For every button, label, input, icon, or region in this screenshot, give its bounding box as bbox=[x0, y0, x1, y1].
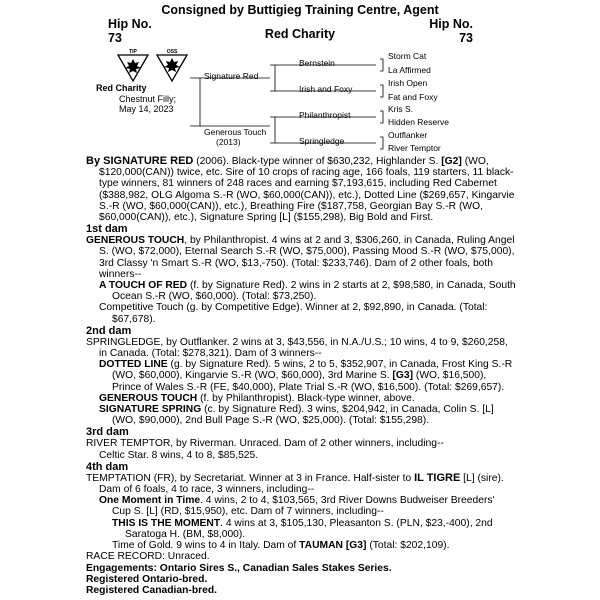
pedigree-dss: Kris S. bbox=[388, 104, 414, 114]
foal-text: (c. by Signature Red). 3 wins, $204,942, in Canada, Colin S. [L] (WO, $90,000), 2nd Bull Page S.-R (WO, $25,000). (Total: $155,298). bbox=[112, 404, 494, 427]
foal-name: THIS IS THE MOMENT bbox=[112, 517, 221, 529]
foal-text: (g. by Signature Red). 5 wins, 2 to 5, $352,907, in Canada, Frost King S.-R (WO, $60,000), Kingarvie S.-R (WO, $60,000), 3rd Marine S. bbox=[112, 359, 513, 382]
foal-name: SIGNATURE SPRING bbox=[99, 404, 202, 416]
foal-text: Time of Gold. 9 wins to 4 in Italy. Dam of bbox=[112, 540, 300, 552]
tip-logo-icon bbox=[118, 49, 148, 81]
horse-info-foaled: May 14, 2023 bbox=[119, 104, 174, 114]
foal-text-2: (WO, $16,500), Prince of Wales S.-R (FE, $40,000), Plate Trial S.-R (WO, $16,500). (Total: $269,657). bbox=[112, 370, 505, 393]
first-dam-name: GENEROUS TOUCH bbox=[86, 235, 185, 247]
tip-caption: TIP bbox=[129, 49, 137, 55]
sire-lead: By SIGNATURE RED bbox=[86, 155, 194, 167]
pedigree-dam-dam: Springledge bbox=[299, 136, 345, 146]
pedigree-sds: Irish Open bbox=[388, 78, 428, 88]
pedigree-sire-sire: Bernstein bbox=[299, 58, 335, 68]
pedigree-sdd: Fat and Foxy bbox=[388, 92, 438, 102]
pedigree-dam: Generous Touch bbox=[204, 127, 267, 137]
sire-text-1: (2006). Black-type winner of $630,232, Highlander S. bbox=[193, 156, 442, 167]
hip-number: 73 bbox=[108, 31, 122, 45]
page-title: Red Charity bbox=[264, 27, 336, 41]
horse-info-desc: Chestnut Filly; bbox=[119, 93, 177, 104]
foal-text: (f. by Signature Red). 2 wins in 2 starts at 2, $98,580, in Canada, South Ocean S.-R (WO, $60,000). (Total: $73,250). bbox=[112, 280, 516, 303]
sire-grade: [G2] bbox=[441, 156, 462, 167]
consignor-line: Consigned by Buttigieg Training Centre, Agent bbox=[161, 3, 439, 17]
second-dam-heading: 2nd dam bbox=[86, 324, 132, 337]
engagements: Engagements: Ontario Sires S., Canadian Sales Stakes Series. bbox=[86, 562, 392, 574]
foal-name: A TOUCH OF RED bbox=[99, 280, 188, 292]
foal-grade: [G3] bbox=[343, 540, 367, 552]
second-dam-foal-1 bbox=[86, 359, 516, 393]
pedigree-dsd: Hidden Reserve bbox=[388, 117, 449, 127]
oss-logo-icon bbox=[157, 49, 187, 81]
fourth-dam-heading: 4th dam bbox=[86, 460, 129, 473]
fourth-dam-granddaughter-1 bbox=[86, 518, 516, 540]
fourth-dam-text-b: [L] (sire). Dam of 6 foals, 4 to race, 3 winners, including-- bbox=[99, 472, 504, 496]
fourth-dam-foal-1 bbox=[86, 495, 516, 517]
first-dam-paragraph bbox=[86, 235, 516, 280]
foal-text-2: (Total: $202,109). bbox=[366, 540, 450, 552]
registration-ontario: Registered Ontario-bred. bbox=[86, 573, 208, 585]
fourth-dam-text-a: TEMPTATION (FR), by Secretariat. Winner at 3 in France. Half-sister to bbox=[86, 472, 415, 484]
catalogue-body bbox=[86, 156, 516, 596]
foal-name: TAUMAN bbox=[299, 540, 343, 552]
pedigree-sire-dam: Irish and Foxy bbox=[299, 84, 353, 94]
registration-canadian: Registered Canadian-bred. bbox=[86, 584, 218, 596]
first-dam-text: , by Philanthropist. 4 wins at 2 and 3, $306,260, in Canada, Ruling Angel S. (WO, $72,000), Eternal Search S.-R (WO, $75,000), Passing Mood S.-R (WO, $75,000), 3rd Classy 'n Smart S.-R (WO, $13,-750). (Total: $233,746). Dam of 2 other foals, both winners-- bbox=[99, 235, 515, 280]
pedigree-ddd: River Temptor bbox=[388, 143, 441, 153]
hip-number: 73 bbox=[459, 31, 473, 45]
foal-text: . 4 wins, 2 to 4, $103,565, 3rd River Downs Budweiser Breeders' Cup S. [L] (RD, $15,950), etc. Dam of 7 winners, including-- bbox=[112, 495, 495, 518]
third-dam-foal-1: Celtic Star. 8 wins, 4 to 8, $85,525. bbox=[99, 449, 259, 461]
il-tigre: IL TIGRE bbox=[414, 471, 461, 484]
foal-text: . 4 wins at 3, $105,130, Pleasanton S. (PLN, $23,-400), 2nd Saratoga H. (BM, $8,000). bbox=[125, 517, 493, 540]
pedigree-dam-sire: Philanthropist bbox=[299, 110, 351, 120]
foal-grade: [G3] bbox=[392, 370, 414, 382]
third-dam-heading: 3rd dam bbox=[86, 426, 129, 439]
sire-text-2: (WO, $120,000(CAN)) twice, etc. Sire of 10 crops of racing age, 166 foals, 119 starters, 11 black-type winners, 81 winners of 248 races and earning $7,193,615, including Red Cabernet ($388,982, OLG Algoma S.-R (WO, $60,000(CAN)), etc.), Dotted Line ($269,657, Kingarvie S.-R (WO, $60,000(CAN)), etc.), Breathing Fire ($187,758, Georgian Bay S.-R (WO, $60,000(CAN)), etc.), Signature Spring [L] ($155,298), Big Bold and First. bbox=[99, 156, 515, 224]
fourth-dam-granddaughter-2 bbox=[86, 540, 516, 551]
pedigree-dam-year: (2013) bbox=[216, 137, 241, 147]
horse-info-name: Red Charity bbox=[96, 83, 147, 93]
hip-label: Hip No. bbox=[108, 17, 152, 31]
hip-label: Hip No. bbox=[429, 17, 473, 31]
pedigree-chart bbox=[190, 45, 490, 155]
sire-paragraph bbox=[86, 156, 516, 223]
foal-text: (f. by Philanthropist). Black-type winner, above. bbox=[197, 392, 415, 404]
pedigree-dds: Outflanker bbox=[388, 130, 428, 140]
race-record: RACE RECORD: Unraced. bbox=[86, 551, 210, 563]
pedigree-sss: Storm Cat bbox=[388, 51, 427, 61]
second-dam-foal-3 bbox=[86, 404, 516, 426]
program-logos-svg bbox=[116, 47, 190, 87]
second-dam-paragraph: SPRINGLEDGE, by Outflanker. 2 wins at 3, $43,556, in N.A./U.S.; 10 wins, 4 to 9, $260,258, in Canada. (Total: $278,321). Dam of 3 winners-- bbox=[86, 336, 508, 360]
fourth-dam-paragraph bbox=[86, 473, 516, 495]
foal-name: One Moment in Time bbox=[99, 495, 201, 507]
second-dam-foal-2 bbox=[86, 393, 516, 404]
first-dam-foal-1 bbox=[86, 280, 516, 302]
first-dam-foal-2: Competitive Touch (g. by Competitive Edge). Winner at 2, $92,890, in Canada. (Total: $67,678). bbox=[99, 302, 488, 325]
oss-caption: OSS bbox=[166, 49, 178, 55]
first-dam-heading: 1st dam bbox=[86, 223, 128, 236]
horse-info bbox=[96, 83, 186, 115]
pedigree-ssd: La Affirmed bbox=[388, 65, 431, 75]
third-dam-paragraph: RIVER TEMPTOR, by Riverman. Unraced. Dam of 2 other winners, including-- bbox=[86, 438, 444, 450]
program-logos bbox=[116, 47, 190, 87]
foal-name: GENEROUS TOUCH bbox=[99, 392, 198, 404]
pedigree-sire: Signature Red bbox=[204, 71, 259, 81]
foal-name: DOTTED LINE bbox=[99, 359, 168, 371]
